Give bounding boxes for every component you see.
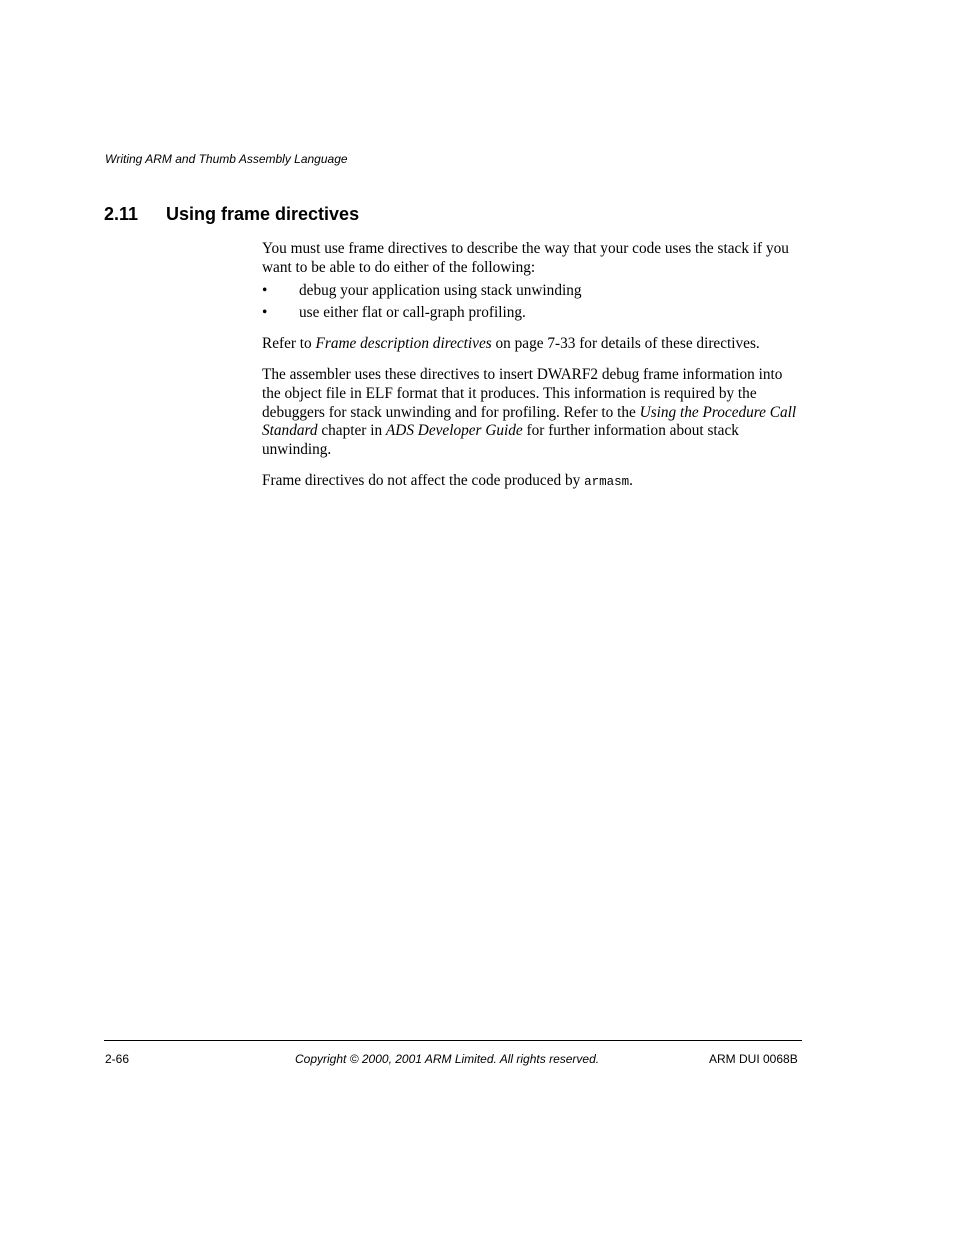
refer-suffix: on page 7-33 for details of these directives. <box>491 334 760 352</box>
closing-prefix: Frame directives do not affect the code produced by <box>262 472 585 490</box>
closing-suffix: . <box>629 472 633 490</box>
section-heading <box>104 204 359 225</box>
refer-paragraph <box>262 335 804 354</box>
list-item <box>262 280 804 302</box>
copyright-notice: Copyright © 2000, 2001 ARM Limited. All rights reserved. <box>295 1052 600 1066</box>
bullet-icon: • <box>262 281 268 299</box>
footer-divider <box>104 1040 802 1041</box>
developer-guide-title: ADS Developer Guide <box>385 422 523 440</box>
assembler-text-1: The assembler uses these directives to insert DWARF2 debug frame information into the object file in ELF format that it produces. This information is required by the debuggers for stack unwinding and for profiling. Refer to the <box>262 365 783 421</box>
assembler-text-3: for further information about stack unwinding. <box>262 422 739 459</box>
list-item <box>262 302 804 324</box>
cross-reference-link[interactable]: Frame description directives <box>315 334 492 352</box>
bullet-list <box>262 280 804 324</box>
list-item-text: use either flat or call-graph profiling. <box>299 303 526 321</box>
body-text <box>262 240 804 492</box>
assembler-text-2: chapter in <box>317 422 386 440</box>
section-title: Using frame directives <box>166 204 360 224</box>
code-armasm: armasm <box>584 475 630 490</box>
page-number: 2-66 <box>105 1052 130 1066</box>
section-number: 2.11 <box>104 204 139 224</box>
running-header: Writing ARM and Thumb Assembly Language <box>105 152 348 166</box>
list-item-text: debug your application using stack unwinding <box>299 281 582 299</box>
document-id: ARM DUI 0068B <box>709 1052 798 1066</box>
refer-prefix: Refer to <box>262 334 316 352</box>
assembler-paragraph <box>262 366 804 461</box>
intro-paragraph: You must use frame directives to describe the way that your code uses the stack if you want to be able to do either of the following: <box>262 240 789 276</box>
closing-paragraph <box>262 472 804 492</box>
bullet-icon: • <box>262 303 268 321</box>
procedure-call-standard-title: Using the Procedure Call Standard <box>262 403 797 440</box>
